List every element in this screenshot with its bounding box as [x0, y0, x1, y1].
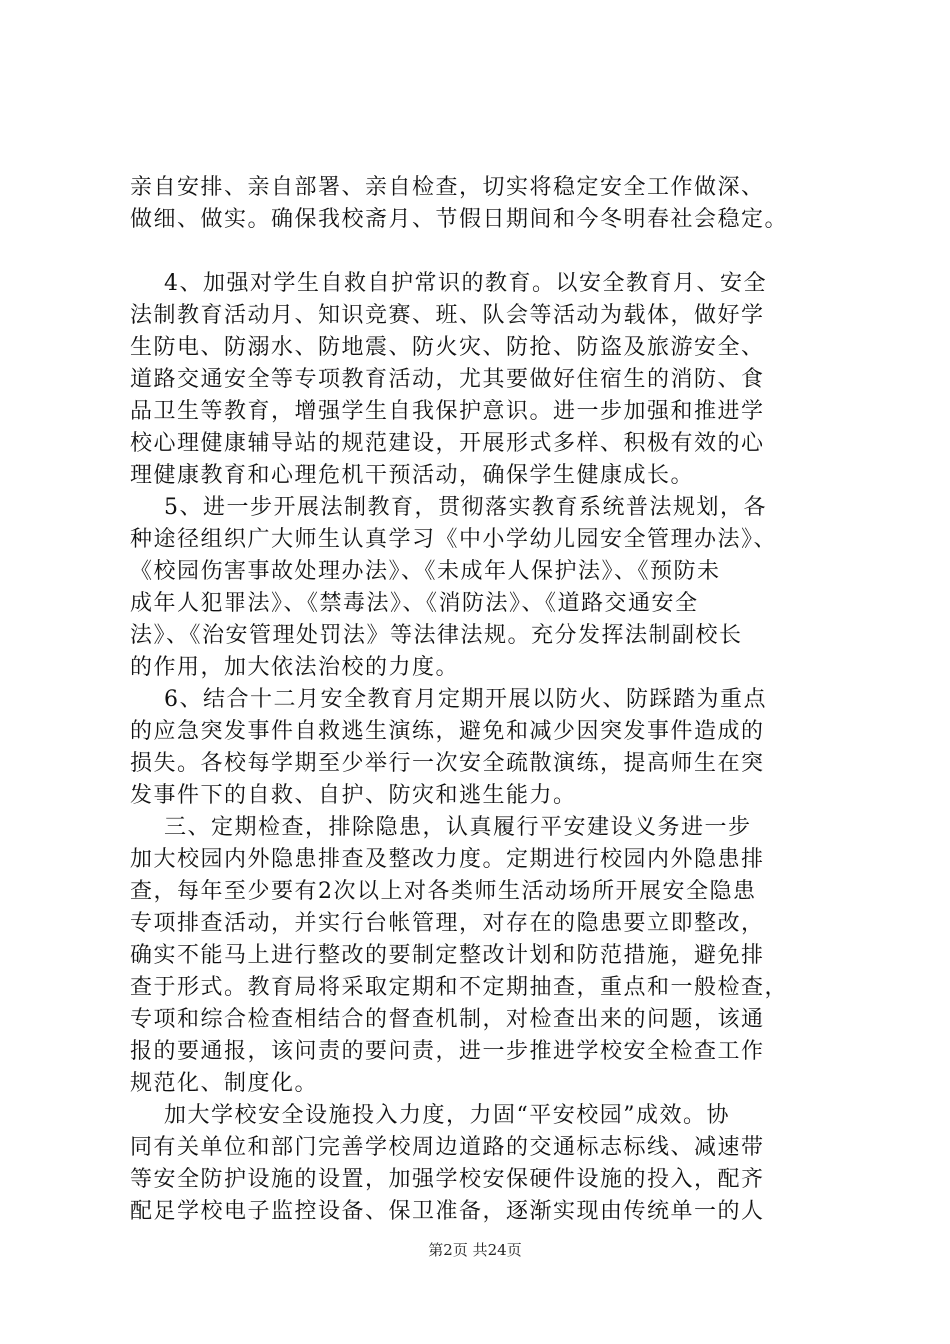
- text-line: 加大校园内外隐患排查及整改力度。定期进行校园内外隐患排: [130, 847, 765, 872]
- text-line: 品卫生等教育，增强学生自我保护意识。进一步加强和推进学: [130, 399, 765, 424]
- text-line: 生防电、防溺水、防地震、防火灾、防抢、防盗及旅游安全、: [130, 335, 765, 360]
- text-line: 《校园伤害事故处理办法》、《未成年人保护法》、《预防未: [130, 559, 721, 584]
- text-line: 种途径组织广大师生认真学习《中小学幼儿园安全管理办法》、: [130, 527, 778, 552]
- text-line: 加大学校安全设施投入力度，力固“平安校园”成效。协: [130, 1103, 730, 1128]
- blank-line: [130, 236, 830, 268]
- text-line: 亲自安排、亲自部署、亲自检查，切实将稳定安全工作做深、: [130, 175, 765, 200]
- text-line: 专项和综合检查相结合的督查机制，对检查出来的问题，该通: [130, 1007, 765, 1032]
- text-line: 同有关单位和部门完善学校周边道路的交通标志标线、减速带: [130, 1135, 765, 1160]
- text-line: 规范化、制度化。: [130, 1071, 319, 1096]
- page-number: 第2页 共24页: [428, 1241, 522, 1259]
- text-line: 理健康教育和心理危机干预活动，确保学生健康成长。: [130, 463, 695, 488]
- text-line: 配足学校电子监控设备、保卫准备，逐渐实现由传统单一的人: [130, 1199, 765, 1224]
- text-line: 发事件下的自救、自护、防灾和逃生能力。: [130, 783, 577, 808]
- text-line: 道路交通安全等专项教育活动，尤其要做好住宿生的消防、食: [130, 367, 765, 392]
- text-line: 三、定期检查，排除隐患，认真履行平安建设义务进一步: [130, 815, 752, 840]
- text-line: 查，每年至少要有2次以上对各类师生活动场所开展安全隐患: [130, 879, 757, 904]
- text-line: 做细、做实。确保我校斋月、节假日期间和今冬明春社会稳定。: [130, 207, 789, 232]
- page-footer: [0, 1240, 950, 1260]
- text-line: 的作用，加大依法治校的力度。: [130, 655, 460, 680]
- text-line: 成年人犯罪法》、《禁毒法》、《消防法》、《道路交通安全: [130, 591, 699, 616]
- text-line: 报的要通报，该问责的要问责，进一步推进学校安全检查工作: [130, 1039, 765, 1064]
- document-body: [130, 172, 830, 1228]
- text-line: 法》、《治安管理处罚法》等法律法规。充分发挥法制副校长: [130, 623, 743, 648]
- text-line: 确实不能马上进行整改的要制定整改计划和防范措施，避免排: [130, 943, 765, 968]
- text-line: 6、结合十二月安全教育月定期开展以防火、防踩踏为重点: [130, 687, 767, 712]
- text-line: 的应急突发事件自救逃生演练，避免和减少因突发事件造成的: [130, 719, 765, 744]
- text-line: 损失。各校每学期至少举行一次安全疏散演练，提高师生在突: [130, 751, 765, 776]
- text-line: 专项排查活动，并实行台帐管理，对存在的隐患要立即整改，: [130, 911, 765, 936]
- text-line: 等安全防护设施的设置，加强学校安保硬件设施的投入，配齐: [130, 1167, 765, 1192]
- text-line: 校心理健康辅导站的规范建设，开展形式多样、积极有效的心: [130, 431, 765, 456]
- text-line: 4、加强对学生自救自护常识的教育。以安全教育月、安全: [130, 271, 767, 296]
- text-line: 查于形式。教育局将采取定期和不定期抽查，重点和一般检查，: [130, 975, 789, 1000]
- text-line: 法制教育活动月、知识竞赛、班、队会等活动为载体，做好学: [130, 303, 765, 328]
- text-line: 5、进一步开展法制教育，贯彻落实教育系统普法规划，各: [130, 495, 767, 520]
